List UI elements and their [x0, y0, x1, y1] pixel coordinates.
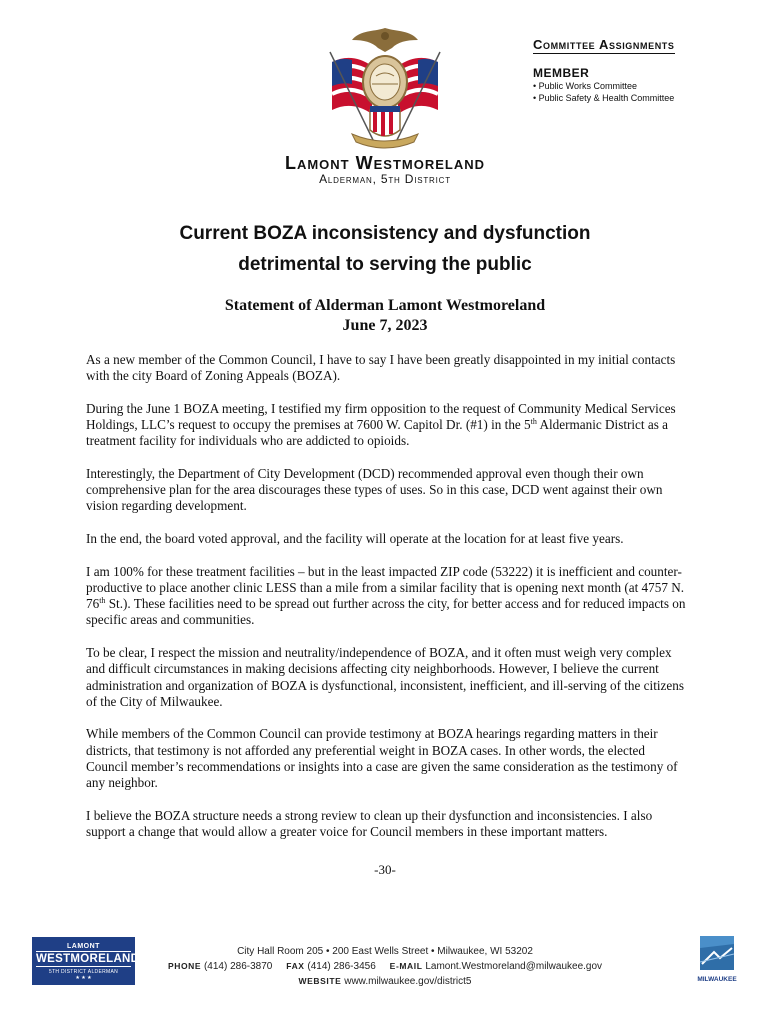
- paragraph: During the June 1 BOZA meeting, I testified my firm opposition to the request of Community Medical Services Holdings, LLC’s request to occupy the premises at 7600 W. Capitol Dr. (#1) in the 5th Aldermanic District as a treatment facility for individuals who are addicted to opioids.: [86, 400, 676, 449]
- paragraph: I believe the BOZA structure needs a strong review to clean up their dysfunction and inconsistencies. I also support a change that would allow a greater voice for Council members in these important matters.: [86, 807, 653, 839]
- committee-title: Committee Assignments: [533, 37, 675, 52]
- badge-sub-text: 5TH DISTRICT ALDERMAN: [49, 969, 118, 975]
- paragraph: While members of the Common Council can provide testimony at BOZA hearings regarding matters in their districts, that testimony is not afforded any preferential weight in BOZA cases. In other words, the elected Council member’s recommendations or insights into a case are given the same consideration as the testimony of any neighbor.: [86, 726, 678, 791]
- footer-phone-line: PHONE (414) 286-3870 FAX (414) 286-3456 E-MAIL Lamont.Westmoreland@milwaukee.gov: [167, 961, 603, 972]
- footer-address: City Hall Room 205 • 200 East Wells Street • Milwaukee, WI 53202: [237, 946, 533, 957]
- paragraph: I am 100% for these treatment facilities – but in the least impacted ZIP code (53222) it is inefficient and counter-productive to place another clinic LESS than a mile from a similar facility that is opening next month (at 4757 N. 76th St.). These facilities need to be spread out further across the city, for better access and for reduced impacts on specific areas and communities.: [86, 563, 686, 628]
- badge-main-text: WESTMORELAND: [36, 953, 140, 965]
- footer-website-link[interactable]: www.milwaukee.gov/district5: [344, 976, 472, 987]
- footer-fax: (414) 286-3456: [307, 961, 376, 972]
- footer-website-line: WEBSITE www.milwaukee.gov/district5: [298, 976, 472, 987]
- paragraph: As a new member of the Common Council, I have to say I have been greatly disappointed in my initial contacts with the city Board of Zoning Appeals (BOZA).: [86, 352, 676, 384]
- footer-email-link[interactable]: Lamont.Westmoreland@milwaukee.gov: [425, 961, 603, 972]
- shield-icon: [363, 56, 407, 108]
- committee-item: • Public Safety & Health Committee: [533, 93, 675, 103]
- milwaukee-city-logo: [694, 934, 740, 984]
- city-logo-text: MILWAUKEE: [697, 976, 737, 983]
- paragraph: Interestingly, the Department of City Development (DCD) recommended approval even though their own comprehensive plan for the area discourages these types of uses. So in this case, DCD went against their own vision regarding development.: [86, 466, 663, 514]
- footer-contact: [150, 945, 620, 989]
- badge-top-text: LAMONT: [67, 943, 100, 950]
- page-number: -30-: [374, 862, 396, 877]
- statement-body: [86, 352, 686, 857]
- city-seal-logo: [312, 22, 458, 152]
- headline-line-1: Current BOZA inconsistency and dysfunction: [179, 223, 591, 244]
- committee-assignments: [533, 36, 753, 104]
- alderman-name: Lamont Westmoreland: [284, 153, 486, 173]
- statement-date: June 7, 2023: [342, 317, 428, 334]
- alderman-district: Alderman, 5th District: [319, 172, 451, 186]
- footer-phone: (414) 286-3870: [203, 961, 273, 972]
- eagle-icon: [352, 28, 418, 52]
- committee-role: MEMBER: [533, 66, 590, 80]
- alderman-badge-logo: [32, 937, 140, 985]
- stripe-shield-icon: [370, 106, 400, 136]
- paragraph: To be clear, I respect the mission and neutrality/independence of BOZA, and it often must weigh very complex and difficult circumstances in making decisions affecting city neighborhoods. However, I believe the current administration and organization of BOZA is dysfunctional, inconsistent, inefficient, and ill-serving of the citizens of the City of Milwaukee.: [86, 645, 684, 709]
- headline-line-2: detrimental to serving the public: [238, 254, 532, 275]
- statement-line: Statement of Alderman Lamont Westmoreland: [224, 297, 546, 314]
- letterhead-name-block: [0, 153, 770, 186]
- headline: [0, 218, 770, 280]
- committee-item: • Public Works Committee: [533, 81, 638, 91]
- badge-stars-icon: ★ ★ ★: [75, 975, 92, 981]
- paragraph: In the end, the board voted approval, and the facility will operate at the location for at least five years.: [86, 531, 624, 547]
- statement-heading: [0, 296, 770, 336]
